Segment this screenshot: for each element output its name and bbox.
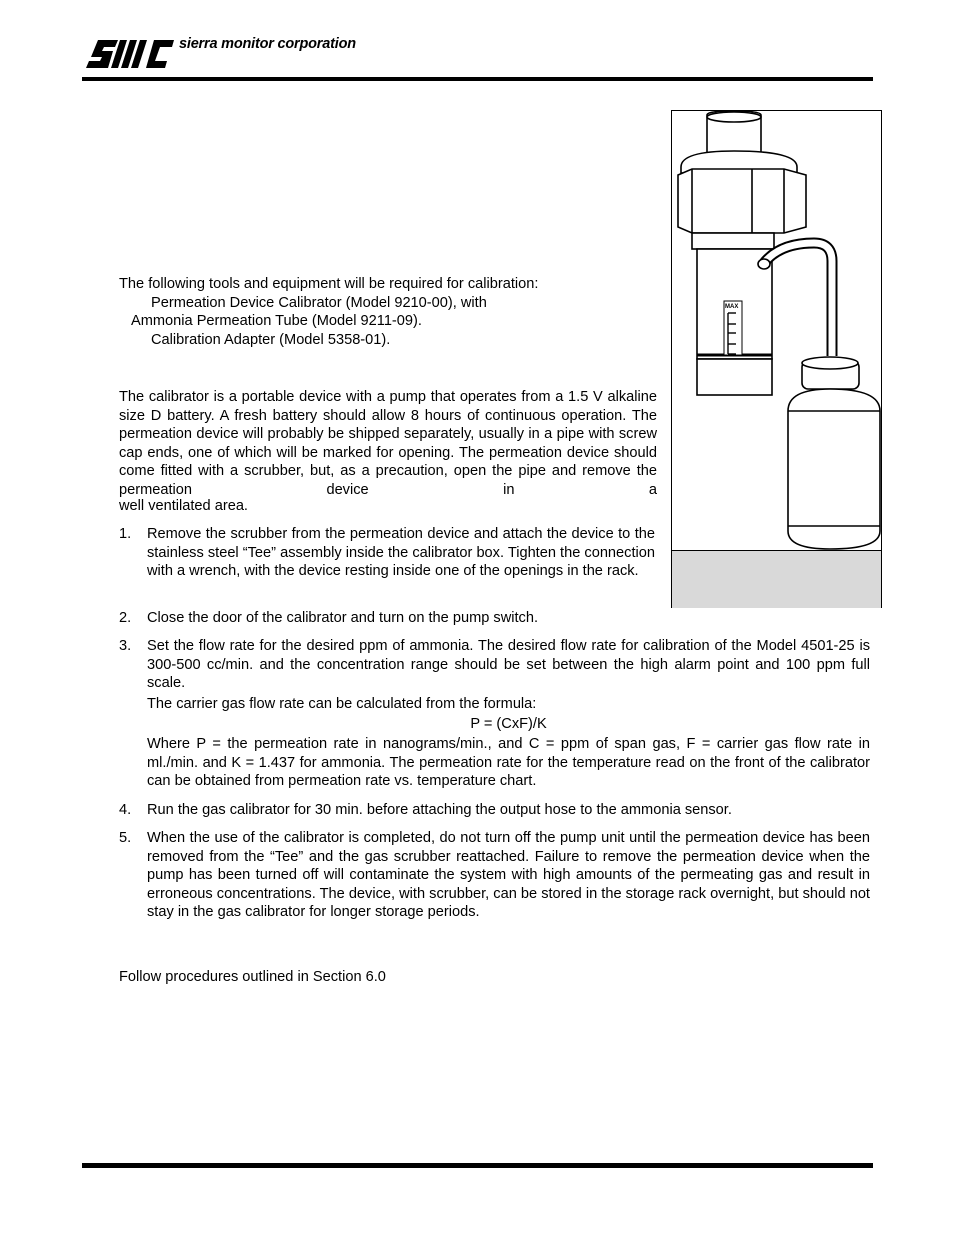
max-label: MAX: [725, 304, 739, 310]
figure-caption: [672, 550, 881, 608]
calibrator-description-tail: well ventilated area.: [119, 498, 248, 514]
company-logo: [84, 36, 394, 78]
tools-item: Calibration Adapter (Model 5358-01).: [151, 332, 391, 348]
step-number: 1.: [119, 526, 132, 542]
tools-intro: The following tools and equipment will be required for calibration:: [119, 276, 539, 292]
step-text: Close the door of the calibrator and turn on the pump switch.: [147, 610, 539, 626]
header-rule: [82, 77, 873, 81]
step-text: Run the gas calibrator for 30 min. before attaching the output hose to the ammonia sensor.: [147, 802, 732, 818]
step-text: Remove the scrubber from the permeation device and attach the device to the stainless steel “Tee” assembly inside the calibrator box. Tighten the connection with a wrench, with the device resting inside one of the openings in the rack.: [147, 526, 655, 579]
company-name: sierra monitor corporation: [179, 36, 356, 52]
smc-logo-mark: [84, 36, 176, 72]
step-text: When the use of the calibrator is completed, do not turn off the pump unit until the permeation device has been removed from the “Tee” and the gas scrubber reattached. Failure to remove the permeation device when the pump has been turned off will contaminate the system with high amounts of the permeating gas and result in erroneous concentrations. The device, with scrubber, can be stored in the storage rack overnight, but should not stay in the gas calibrator for longer storage periods.: [147, 830, 870, 920]
tools-item: Permeation Device Calibrator (Model 9210-00), with: [151, 295, 487, 311]
tools-item: Ammonia Permeation Tube (Model 9211-09).: [131, 313, 422, 329]
permeation-device-illustration: [672, 111, 881, 550]
step-number: 4.: [119, 802, 132, 818]
step-text: Set the flow rate for the desired ppm of ammonia. The desired flow rate for calibration of the Model 4501-25 is 300-500 cc/min. and the concentration range should be set between the high alarm point and 100 ppm full scale.: [147, 638, 870, 691]
step-number: 3.: [119, 638, 132, 654]
section-reference: Follow procedures outlined in Section 6.0: [119, 969, 386, 985]
calibrator-figure: [671, 110, 882, 608]
formula-equation: P = (CxF)/K: [470, 716, 547, 732]
step-number: 2.: [119, 610, 132, 626]
formula-intro: The carrier gas flow rate can be calculated from the formula:: [147, 696, 537, 712]
step-number: 5.: [119, 830, 132, 846]
formula-explanation: Where P = the permeation rate in nanograms/min., and C = ppm of span gas, F = carrier gas flow rate in ml./min. and K = 1.437 for ammonia. The permeation rate for the temperature read on the front of the calibrator can be obtained from permeation rate vs. temperature chart.: [147, 736, 870, 789]
calibrator-description: The calibrator is a portable device with a pump that operates from a 1.5 V alkaline size D battery. A fresh battery should allow 8 hours of continuous operation. The permeation device will probably be shipped separately, usually in a pipe with screw cap ends, one of which will be marked for opening. The permeation device should come fitted with a scrubber, but, as a precaution, open the pipe and remove the permeation device in a: [119, 389, 657, 498]
footer-rule: [82, 1163, 873, 1168]
